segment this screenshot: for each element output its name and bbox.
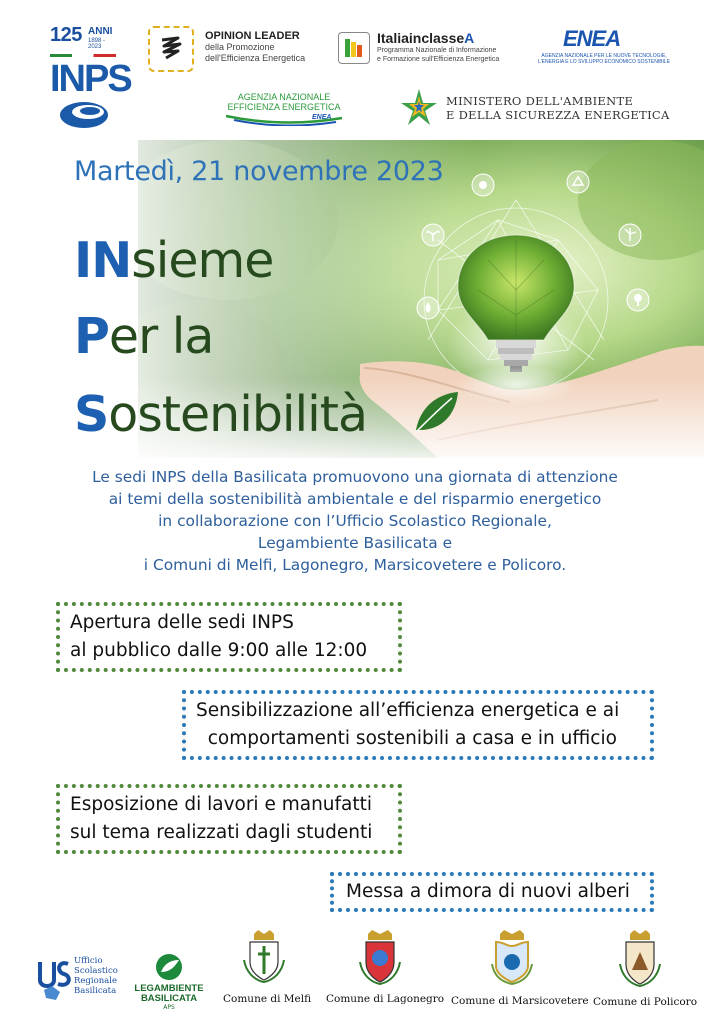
activity-3-line-1: Esposizione di lavori e manufatti: [70, 794, 373, 815]
legambiente-line-2: BASILICATA: [140, 993, 198, 1004]
inps-swirl-icon: [58, 100, 110, 130]
agenzia-enea-mark: ENEA: [312, 114, 332, 121]
usr-logo-icon: [34, 954, 74, 1004]
policoro-crest-icon: [616, 930, 664, 988]
title-rest-1: sieme: [131, 232, 274, 289]
activity-2-line-2: comportamenti sostenibili a casa e in ufficio: [196, 728, 617, 749]
title-rest-3: ostenibilità: [108, 386, 368, 443]
opinion-leader-text: [205, 30, 305, 64]
intro-line-3: in collaborazione con l’Ufficio Scolastico Regionale,: [158, 512, 552, 530]
comune-policoro-label: Comune di Policoro: [593, 996, 698, 1008]
ministero-text: [446, 94, 670, 122]
leaf-icon: [412, 390, 460, 434]
intro-line-2: ai temi della sostenibilità ambientale e del risparmio energetico: [108, 490, 602, 508]
comune-lagonegro-label: Comune di Lagonegro: [326, 993, 445, 1005]
title-cap-3: S: [74, 386, 109, 443]
activity-2-line-1: Sensibilizzazione all’efficienza energetica e ai: [196, 700, 620, 721]
title-cap-1: IN: [74, 232, 132, 289]
activity-4-line-1: Messa a dimora di nuovi alberi: [346, 881, 630, 902]
intro-paragraph: [52, 466, 658, 576]
inps-wordmark: INPS: [50, 58, 131, 100]
enea-wordmark: ENEA: [563, 26, 621, 51]
italia-line1: Programma Nazionale di Informazione: [377, 47, 497, 54]
italia-line2: e Formazione sull'Efficienza Energetica: [377, 56, 500, 63]
legambiente-name: [134, 984, 204, 1004]
inps-anniversary-number: 125: [50, 24, 82, 46]
agenzia-line1: AGENZIA NAZIONALE: [237, 92, 331, 102]
italia-classe-logo-icon: [338, 32, 370, 64]
intro-line-1: Le sedi INPS della Basilicata promuovono una giornata di attenzione: [92, 468, 618, 486]
italia-classe-text: [377, 30, 499, 64]
usr-basilicata-logo: [34, 954, 134, 1010]
enea-subtitle-line2: L'ENERGIA E LO SVILUPPO ECONOMICO SOSTENIBILE: [537, 59, 671, 65]
title-line-2: [74, 308, 213, 366]
opinion-leader-title: OPINION LEADER: [205, 30, 300, 42]
melfi-crest-icon: [240, 930, 288, 984]
event-date: Martedì, 21 novembre 2023: [74, 156, 444, 187]
activity-box-exhibition: [56, 784, 402, 854]
usr-line-3: Regionale: [74, 976, 117, 986]
comune-melfi-label: Comune di Melfi: [223, 993, 312, 1005]
inps-years-label: 1898 - 2023: [88, 38, 106, 50]
opinion-leader-logo-icon: [148, 26, 194, 72]
opinion-leader-line1: della Promozione: [205, 42, 275, 52]
usr-text: [74, 956, 118, 996]
title-cap-2: P: [74, 308, 109, 365]
enea-subtitle: [534, 53, 674, 65]
ministero-line1: MINISTERO DELL'AMBIENTE: [446, 94, 634, 108]
title-line-3: [74, 386, 367, 444]
title-rest-2: er la: [108, 308, 214, 365]
usr-line-4: Basilicata: [74, 986, 117, 996]
legambiente-aps: APS: [163, 1004, 175, 1011]
comune-marsicovetere-label: Comune di Marsicovetere: [451, 995, 589, 1007]
title-line-1: [74, 232, 273, 290]
intro-line-4: Legambiente Basilicata e: [257, 534, 453, 552]
inps-anni-label: ANNI: [88, 26, 113, 37]
intro-line-5: i Comuni di Melfi, Lagonegro, Marsicovetere e Policoro.: [143, 556, 567, 574]
legambiente-logo-icon: [153, 952, 185, 982]
ministero-star-icon: [400, 88, 438, 126]
usr-line-1: Ufficio: [74, 956, 103, 966]
usr-line-2: Scolastico: [74, 966, 118, 976]
enea-subtitle-line1: AGENZIA NAZIONALE PER LE NUOVE TECNOLOGIE,: [541, 53, 667, 59]
agenzia-efficienza-logo: [224, 92, 344, 121]
ministero-line2: E DELLA SICUREZZA ENERGETICA: [446, 108, 670, 122]
agenzia-line2: EFFICIENZA ENERGETICA: [227, 102, 341, 112]
tricolor-bar: [50, 54, 116, 57]
inps-125-logo: [50, 24, 131, 100]
marsicovetere-crest-icon: [488, 930, 536, 986]
activity-box-awareness: [182, 690, 654, 760]
activity-box-trees: [330, 872, 654, 912]
activity-1-line-2: al pubblico dalle 9:00 alle 12:00: [70, 640, 368, 661]
opinion-leader-line2: dell'Efficienza Energetica: [205, 53, 306, 63]
activity-1-line-1: Apertura delle sedi INPS: [70, 612, 294, 633]
activity-3-line-2: sul tema realizzati dagli studenti: [70, 822, 373, 843]
lagonegro-crest-icon: [356, 930, 404, 986]
legambiente-line-1: LEGAMBIENTE: [134, 983, 204, 994]
italia-title: Italiainclasse: [377, 30, 465, 46]
italia-title-a: A: [464, 30, 475, 46]
activity-box-opening: [56, 602, 402, 672]
